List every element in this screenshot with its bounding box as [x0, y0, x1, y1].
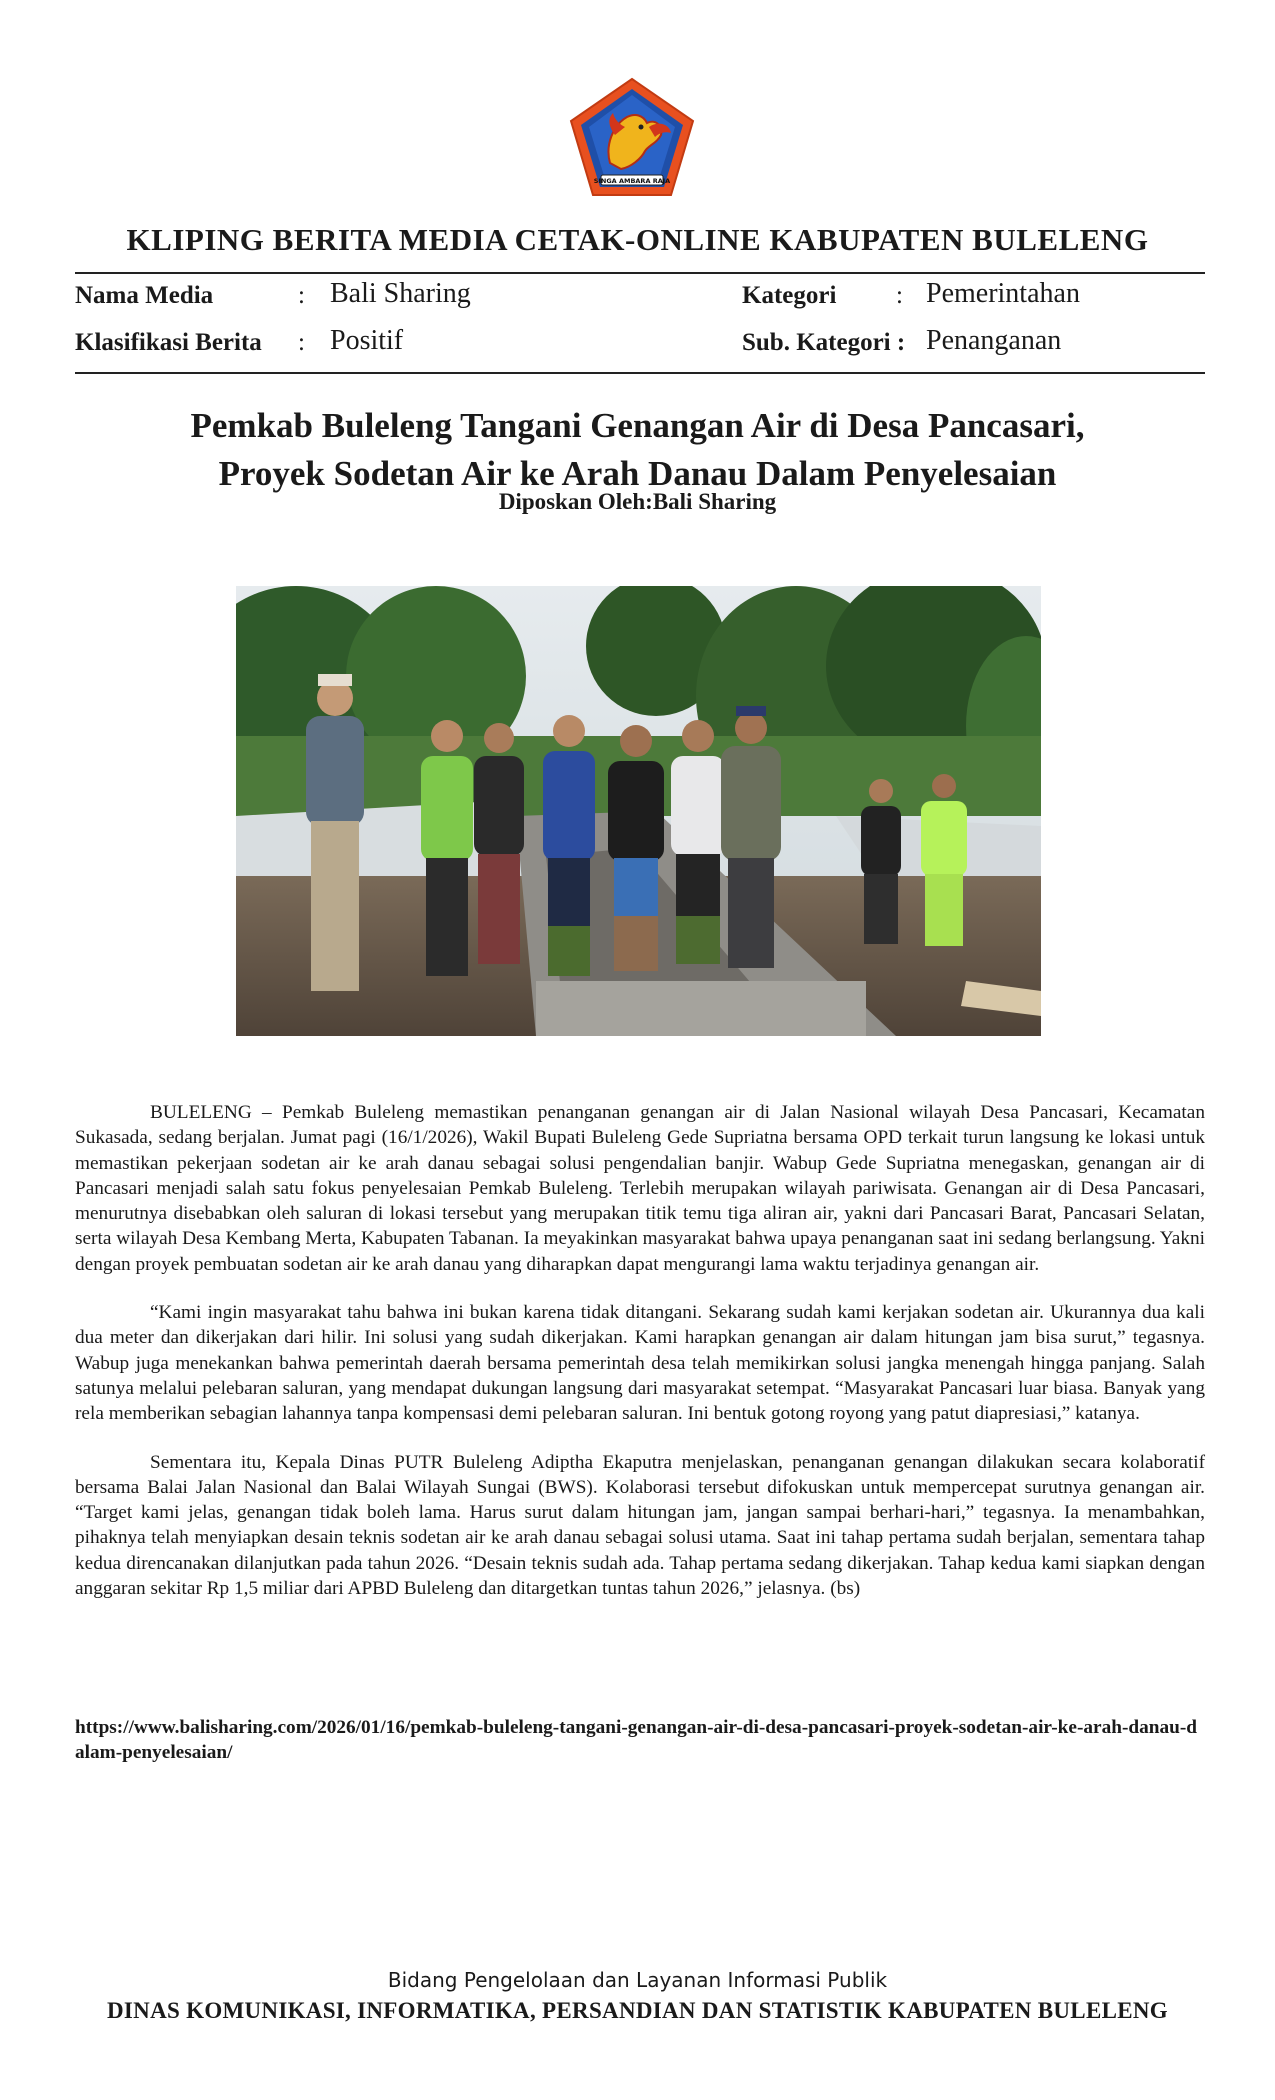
kliping-title: KLIPING BERITA MEDIA CETAK-ONLINE KABUPATEN BULELENG	[126, 222, 1149, 257]
article-photo	[236, 586, 1041, 1036]
footer-agency: DINAS KOMUNIKASI, INFORMATIKA, PERSANDIAN DAN STATISTIK KABUPATEN BULELENG	[107, 1998, 1168, 2023]
article-source-link[interactable]: https://www.balisharing.com/2026/01/16/pemkab-buleleng-tangani-genangan-air-di-desa-pancasari-proyek-sodetan-air-ke-arah-danau-dalam-penyelesaian/	[75, 1717, 1197, 1764]
article-paragraph-2: “Kami ingin masyarakat tahu bahwa ini bukan karena tidak ditangani. Sekarang sudah kami kerjakan sodetan air. Ukurannya dua kali dua meter dan dikerjakan dari hilir. Ini solusi yang sudah dikerjakan. Kami harapkan genangan air dalam hitungan jam bisa surut,” tegasnya. Wabup juga menekankan bahwa pemerintah daerah bersama pemerintah desa telah memikirkan solusi jangka menengah hingga panjang. Salah satunya melalui pelebaran saluran, yang mendapat dukungan langsung dari masyarakat setempat. “Masyarakat Pancasari luar biasa. Banyak yang rela memberikan sebagian lahannya tanpa kompensasi demi pelebaran saluran. Ini bentuk gotong royong yang patut diapresiasi,” katanya.	[75, 1302, 1205, 1425]
headline-line-2: Proyek Sodetan Air ke Arah Danau Dalam Penyelesaian	[218, 454, 1057, 493]
nama-media-label: Nama Media	[75, 282, 214, 309]
kategori-value: Pemerintahan	[926, 278, 1080, 309]
nama-media-row	[75, 281, 213, 311]
top-rule	[75, 272, 1205, 274]
sub-kategori-value: Penanganan	[926, 325, 1062, 356]
kategori-colon: :	[896, 282, 903, 309]
kategori-row	[742, 281, 836, 311]
klasifikasi-colon: :	[298, 329, 305, 356]
kabupaten-buleleng-logo	[565, 75, 699, 201]
article-paragraph-3: Sementara itu, Kepala Dinas PUTR Buleleng Adiptha Ekaputra menjelaskan, penanganan genangan dilakukan secara kolaboratif bersama Balai Jalan Nasional dan Balai Wilayah Sungai (BWS). Kolaborasi tersebut difokuskan untuk mempercepat surutnya genangan air. “Target kami jelas, genangan tidak boleh lama. Harus surut dalam hitungan jam, jangan sampai berhari-hari,” tegasnya. Ia menambahkan, pihaknya telah menyiapkan desain teknis sodetan air ke arah danau sebagai solusi utama. Saat ini tahap pertama sudah berjalan, sementara tahap kedua direncanakan dilanjutkan pada tahun 2026. “Desain teknis sudah ada. Tahap pertama sedang dikerjakan. Tahap kedua kami siapkan dengan anggaran sekitar Rp 1,5 miliar dari APBD Buleleng dan ditargetkan tuntas tahun 2026,” jelasnya. (bs)	[75, 1451, 1205, 1600]
nama-media-colon: :	[298, 282, 305, 309]
logo-ribbon-text: SINGA AMBARA RAJA	[593, 177, 671, 185]
sub-kategori-label: Sub. Kategori :	[742, 329, 906, 356]
klasifikasi-label: Klasifikasi Berita	[75, 329, 262, 356]
headline-line-1: Pemkab Buleleng Tangani Genangan Air di Desa Pancasari,	[190, 406, 1085, 445]
article-body	[75, 1100, 1205, 1624]
sub-kategori-row	[742, 328, 905, 358]
article-paragraph-1: BULELENG – Pemkab Buleleng memastikan penanganan genangan air di Jalan Nasional wilayah Desa Pancasari, Kecamatan Sukasada, sedang berjalan. Jumat pagi (16/1/2026), Wakil Bupati Buleleng Gede Supriatna bersama OPD terkait turun langsung ke lokasi untuk memastikan pekerjaan sodetan air ke arah danau sebagai solusi pengendalian banjir. Wabup Gede Supriatna menegaskan, genangan air di Pancasari menjadi salah satu fokus penyelesaian Pemkab Buleleng. Terlebih merupakan wilayah pariwisata. Genangan air di Desa Pancasari, menurutnya disebabkan oleh saluran di lokasi tersebut yang merupakan titik temu tiga aliran air, yakni dari Pancasari Barat, Pancasari Selatan, serta wilayah Desa Kembang Merta, Kabupaten Tabanan. Ia meyakinkan masyarakat bahwa upaya penanganan saat ini sedang berlangsung. Yakni dengan proyek pembuatan sodetan air ke arah danau yang diharapkan dapat mengurangi lama waktu terjadinya genangan air.	[75, 1102, 1205, 1275]
footer-department: Bidang Pengelolaan dan Layanan Informasi Publik	[387, 1968, 888, 1992]
kategori-label: Kategori	[742, 282, 837, 309]
nama-media-value: Bali Sharing	[330, 278, 471, 309]
article-byline: Diposkan Oleh:Bali Sharing	[498, 489, 777, 514]
article-headline	[0, 402, 1275, 498]
bottom-rule	[75, 372, 1205, 374]
klasifikasi-row	[75, 328, 262, 358]
klasifikasi-value: Positif	[330, 325, 404, 356]
